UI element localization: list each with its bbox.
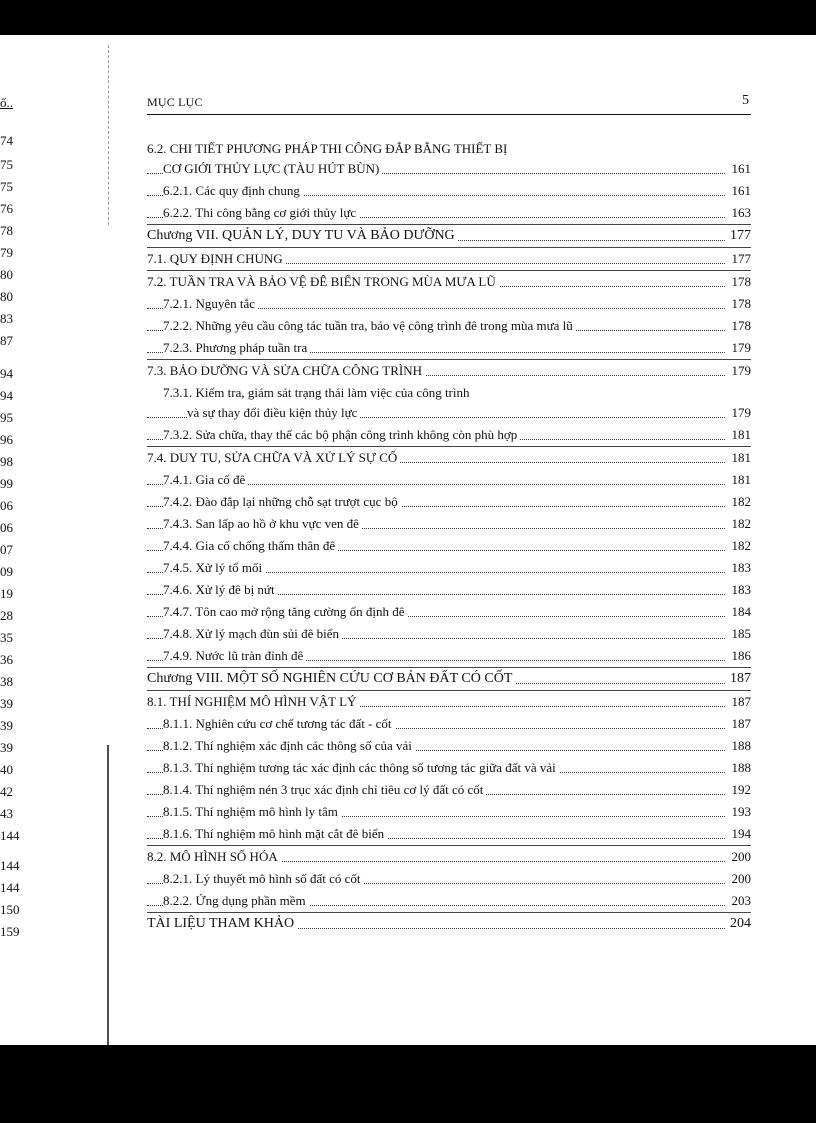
left-margin-number: 06 (0, 520, 13, 535)
toc-section[interactable] (147, 690, 751, 713)
toc-entry-text: TÀI LIỆU THAM KHẢO (147, 916, 297, 931)
page-header (147, 92, 751, 115)
toc-chapter[interactable] (147, 224, 751, 247)
toc-subsection[interactable] (147, 382, 751, 402)
binding-edge (107, 745, 109, 1045)
toc-page-number: 193 (730, 801, 752, 823)
toc-entry-text: 7.1. QUY ĐỊNH CHUNG (147, 251, 286, 266)
toc-page-number: 177 (728, 225, 751, 247)
toc-page-number: 194 (730, 823, 752, 845)
toc-subsection[interactable] (147, 513, 751, 535)
left-margin-number: 150 (0, 902, 20, 917)
toc-subsection[interactable] (147, 158, 751, 180)
toc-page-number: 186 (730, 645, 752, 667)
toc-section[interactable] (147, 247, 751, 270)
toc-page-number: 178 (730, 271, 752, 293)
toc-section[interactable] (147, 845, 751, 868)
left-margin-number: 80 (0, 267, 13, 282)
toc-entry-text: 8.1.6. Thí nghiệm mô hình mặt cắt đê biển (163, 826, 387, 841)
left-margin-number: 40 (0, 762, 13, 777)
toc-page-number: 182 (730, 491, 752, 513)
toc-page-number: 183 (730, 557, 752, 579)
left-margin-number: 39 (0, 696, 13, 711)
toc-subsection[interactable] (147, 601, 751, 623)
toc-entry-text: 8.1.4. Thí nghiệm nén 3 trục xác định chỉ tiêu cơ lý đất có cốt (163, 782, 486, 797)
toc-subsection[interactable] (147, 801, 751, 823)
toc-subsection[interactable] (147, 735, 751, 757)
toc-entry-text: 8.1.1. Nghiên cứu cơ chế tương tác đất - cốt (163, 716, 395, 731)
left-margin-number: 94 (0, 366, 13, 381)
toc-page-number: 200 (730, 868, 752, 890)
toc-page-number: 187 (730, 691, 752, 713)
table-of-contents (147, 138, 751, 935)
left-margin-number: 75 (0, 157, 13, 172)
toc-page-number: 178 (730, 315, 752, 337)
toc-section[interactable] (147, 446, 751, 469)
toc-page-number: 203 (730, 890, 752, 912)
toc-entry-text: 7.4.1. Gia cố đê (163, 472, 248, 487)
toc-entry-text: 7.4.3. San lấp ao hồ ở khu vực ven đê (163, 516, 362, 531)
toc-page-number: 178 (730, 293, 752, 315)
toc-page-number: 182 (730, 513, 752, 535)
toc-entry-text: CƠ GIỚI THỦY LỰC (TÀU HÚT BÙN) (163, 161, 382, 176)
toc-page-number: 161 (730, 158, 752, 180)
toc-page-number: 187 (730, 713, 752, 735)
toc-page-number: 184 (730, 601, 752, 623)
left-margin-number: 39 (0, 718, 13, 733)
toc-entry-text: 6.2.2. Thi công bằng cơ giới thủy lực (163, 205, 359, 220)
toc-subsection[interactable] (147, 424, 751, 446)
toc-entry-text: 7.3.1. Kiểm tra, giám sát trạng thái làm việc của công trình (163, 385, 473, 400)
toc-entry-text: 7.3.2. Sửa chữa, thay thế các bộ phận công trình không còn phù hợp (163, 427, 520, 442)
toc-page-number: 177 (730, 248, 752, 270)
left-margin-number: 87 (0, 333, 13, 348)
toc-subsection[interactable] (147, 469, 751, 491)
toc-subsection[interactable] (147, 868, 751, 890)
left-margin-number: 42 (0, 784, 13, 799)
toc-entry-text: 7.4.9. Nước lũ tràn đỉnh đê (163, 648, 306, 663)
toc-subsection[interactable] (147, 315, 751, 337)
toc-entry-text: 7.4.2. Đào đắp lại những chỗ sạt trượt cục bộ (163, 494, 401, 509)
left-margin-number: 83 (0, 311, 13, 326)
left-margin-number: 38 (0, 674, 13, 689)
left-margin-number: 78 (0, 223, 13, 238)
toc-section[interactable] (147, 359, 751, 382)
toc-page-number: 183 (730, 579, 752, 601)
previous-page-edge (0, 35, 22, 1045)
toc-page-number: 200 (730, 846, 752, 868)
toc-entry-text: 7.4.8. Xử lý mạch đùn sủi đê biển (163, 626, 342, 641)
toc-entry-text: 8.1.3. Thí nghiệm tương tác xác định các thông số tương tác giữa đất và vải (163, 760, 559, 775)
left-margin-number: 06 (0, 498, 13, 513)
toc-page-number: 192 (730, 779, 752, 801)
toc-page-number: 188 (730, 757, 752, 779)
left-margin-number: 94 (0, 388, 13, 403)
toc-subsection[interactable] (147, 779, 751, 801)
toc-entry-text: 7.4.6. Xử lý đê bị nứt (163, 582, 278, 597)
toc-entry-text: 8.2. MÔ HÌNH SỐ HÓA (147, 849, 281, 864)
toc-entry-text: 7.2.1. Nguyên tắc (163, 296, 258, 311)
left-margin-number: 39 (0, 740, 13, 755)
toc-subsection[interactable] (147, 491, 751, 513)
toc-subsection[interactable] (147, 402, 751, 424)
toc-entry-text: Chương VIII. MỘT SỐ NGHIÊN CỨU CƠ BẢN ĐẤT CÓ CỐT (147, 671, 515, 686)
header-title: MỤC LỤC (147, 95, 203, 109)
toc-page-number: 161 (730, 180, 752, 202)
left-margin-number: 75 (0, 179, 13, 194)
toc-subsection[interactable] (147, 535, 751, 557)
toc-page-number: 181 (730, 424, 752, 446)
toc-page-number: 179 (730, 337, 752, 359)
toc-entry-text: 7.2.3. Phương pháp tuần tra (163, 340, 310, 355)
toc-page-number: 179 (730, 402, 752, 424)
left-margin-number: 28 (0, 608, 13, 623)
left-margin-number: 07 (0, 542, 13, 557)
toc-page-number: 188 (730, 735, 752, 757)
toc-chapter[interactable] (147, 667, 751, 690)
toc-page-number: 181 (730, 469, 752, 491)
toc-entry-text: 7.2. TUẦN TRA VÀ BẢO VỆ ĐÊ BIỂN TRONG MÙA MƯA LŨ (147, 274, 499, 289)
left-margin-number: 144 (0, 828, 20, 843)
toc-entry-text: 6.2. CHI TIẾT PHƯƠNG PHÁP THI CÔNG ĐẮP BẰNG THIẾT BỊ (147, 141, 510, 156)
toc-subsection[interactable] (147, 890, 751, 912)
toc-entry-text: 8.2.1. Lý thuyết mô hình số đất có cốt (163, 871, 364, 886)
left-margin-number: 43 (0, 806, 13, 821)
toc-entry-text: 7.4.7. Tôn cao mở rộng tăng cường ổn định đê (163, 604, 408, 619)
left-margin-number: 98 (0, 454, 13, 469)
toc-subsection[interactable] (147, 557, 751, 579)
toc-entry-text: 8.1.5. Thí nghiệm mô hình ly tâm (163, 804, 341, 819)
toc-chapter[interactable] (147, 912, 751, 935)
page-gutter (22, 35, 142, 1045)
toc-entry-text: 7.3. BẢO DƯỠNG VÀ SỬA CHỮA CÔNG TRÌNH (147, 363, 425, 378)
toc-subsection[interactable] (147, 713, 751, 735)
left-margin-number: 35 (0, 630, 13, 645)
toc-section[interactable] (147, 270, 751, 293)
toc-page-number: 182 (730, 535, 752, 557)
toc-subsection[interactable] (147, 202, 751, 224)
left-margin-number: 144 (0, 858, 20, 873)
left-margin-fragment: ố.. (0, 95, 13, 110)
toc-subsection[interactable] (147, 823, 751, 845)
toc-subsection[interactable] (147, 757, 751, 779)
left-margin-number: 95 (0, 410, 13, 425)
toc-subsection[interactable] (147, 180, 751, 202)
toc-page-number: 185 (730, 623, 752, 645)
toc-entry-text: 7.2.2. Những yêu cầu công tác tuần tra, bảo vệ công trình đê trong mùa mưa lũ (163, 318, 576, 333)
toc-page-number: 163 (730, 202, 752, 224)
toc-page-number: 179 (730, 360, 752, 382)
toc-entry-text: 7.4.4. Gia cố chống thấm thân đê (163, 538, 338, 553)
left-margin-number: 96 (0, 432, 13, 447)
toc-entry-text: 7.4. DUY TU, SỬA CHỮA VÀ XỬ LÝ SỰ CỐ (147, 450, 400, 465)
toc-entry-text: Chương VII. QUẢN LÝ, DUY TU VÀ BẢO DƯỠNG (147, 228, 458, 243)
left-margin-number: 09 (0, 564, 13, 579)
toc-entry-text: 6.2.1. Các quy định chung (163, 183, 303, 198)
left-margin-number: 99 (0, 476, 13, 491)
toc-entry-text: 8.1. THÍ NGHIỆM MÔ HÌNH VẬT LÝ (147, 694, 359, 709)
toc-subsection[interactable] (147, 337, 751, 359)
left-margin-number: 144 (0, 880, 20, 895)
toc-page-number: 187 (728, 668, 751, 690)
toc-entry-text: 7.4.5. Xử lý tổ mối (163, 560, 265, 575)
toc-subsection[interactable] (147, 645, 751, 667)
left-margin-number: 159 (0, 924, 20, 939)
toc-page-number: 204 (728, 913, 751, 935)
left-margin-number: 79 (0, 245, 13, 260)
scan-border-bottom (0, 1045, 816, 1123)
left-margin-number: 36 (0, 652, 13, 667)
toc-subsection[interactable] (147, 579, 751, 601)
toc-subsection[interactable] (147, 293, 751, 315)
left-margin-number: 74 (0, 133, 13, 148)
scan-border-top (0, 0, 816, 35)
toc-entry-text: 8.1.2. Thí nghiệm xác định các thông số của vải (163, 738, 415, 753)
toc-page-number: 181 (730, 447, 752, 469)
page-number: 5 (742, 93, 749, 108)
toc-entry-text: 8.2.2. Ứng dụng phần mềm (163, 893, 309, 908)
left-margin-number: 80 (0, 289, 13, 304)
toc-subsection[interactable] (147, 623, 751, 645)
gutter-dashed-line (108, 45, 109, 225)
left-margin-number: 19 (0, 586, 13, 601)
toc-section[interactable] (147, 138, 751, 158)
left-margin-number: 76 (0, 201, 13, 216)
toc-entry-text: và sự thay đổi điều kiện thủy lực (187, 405, 360, 420)
